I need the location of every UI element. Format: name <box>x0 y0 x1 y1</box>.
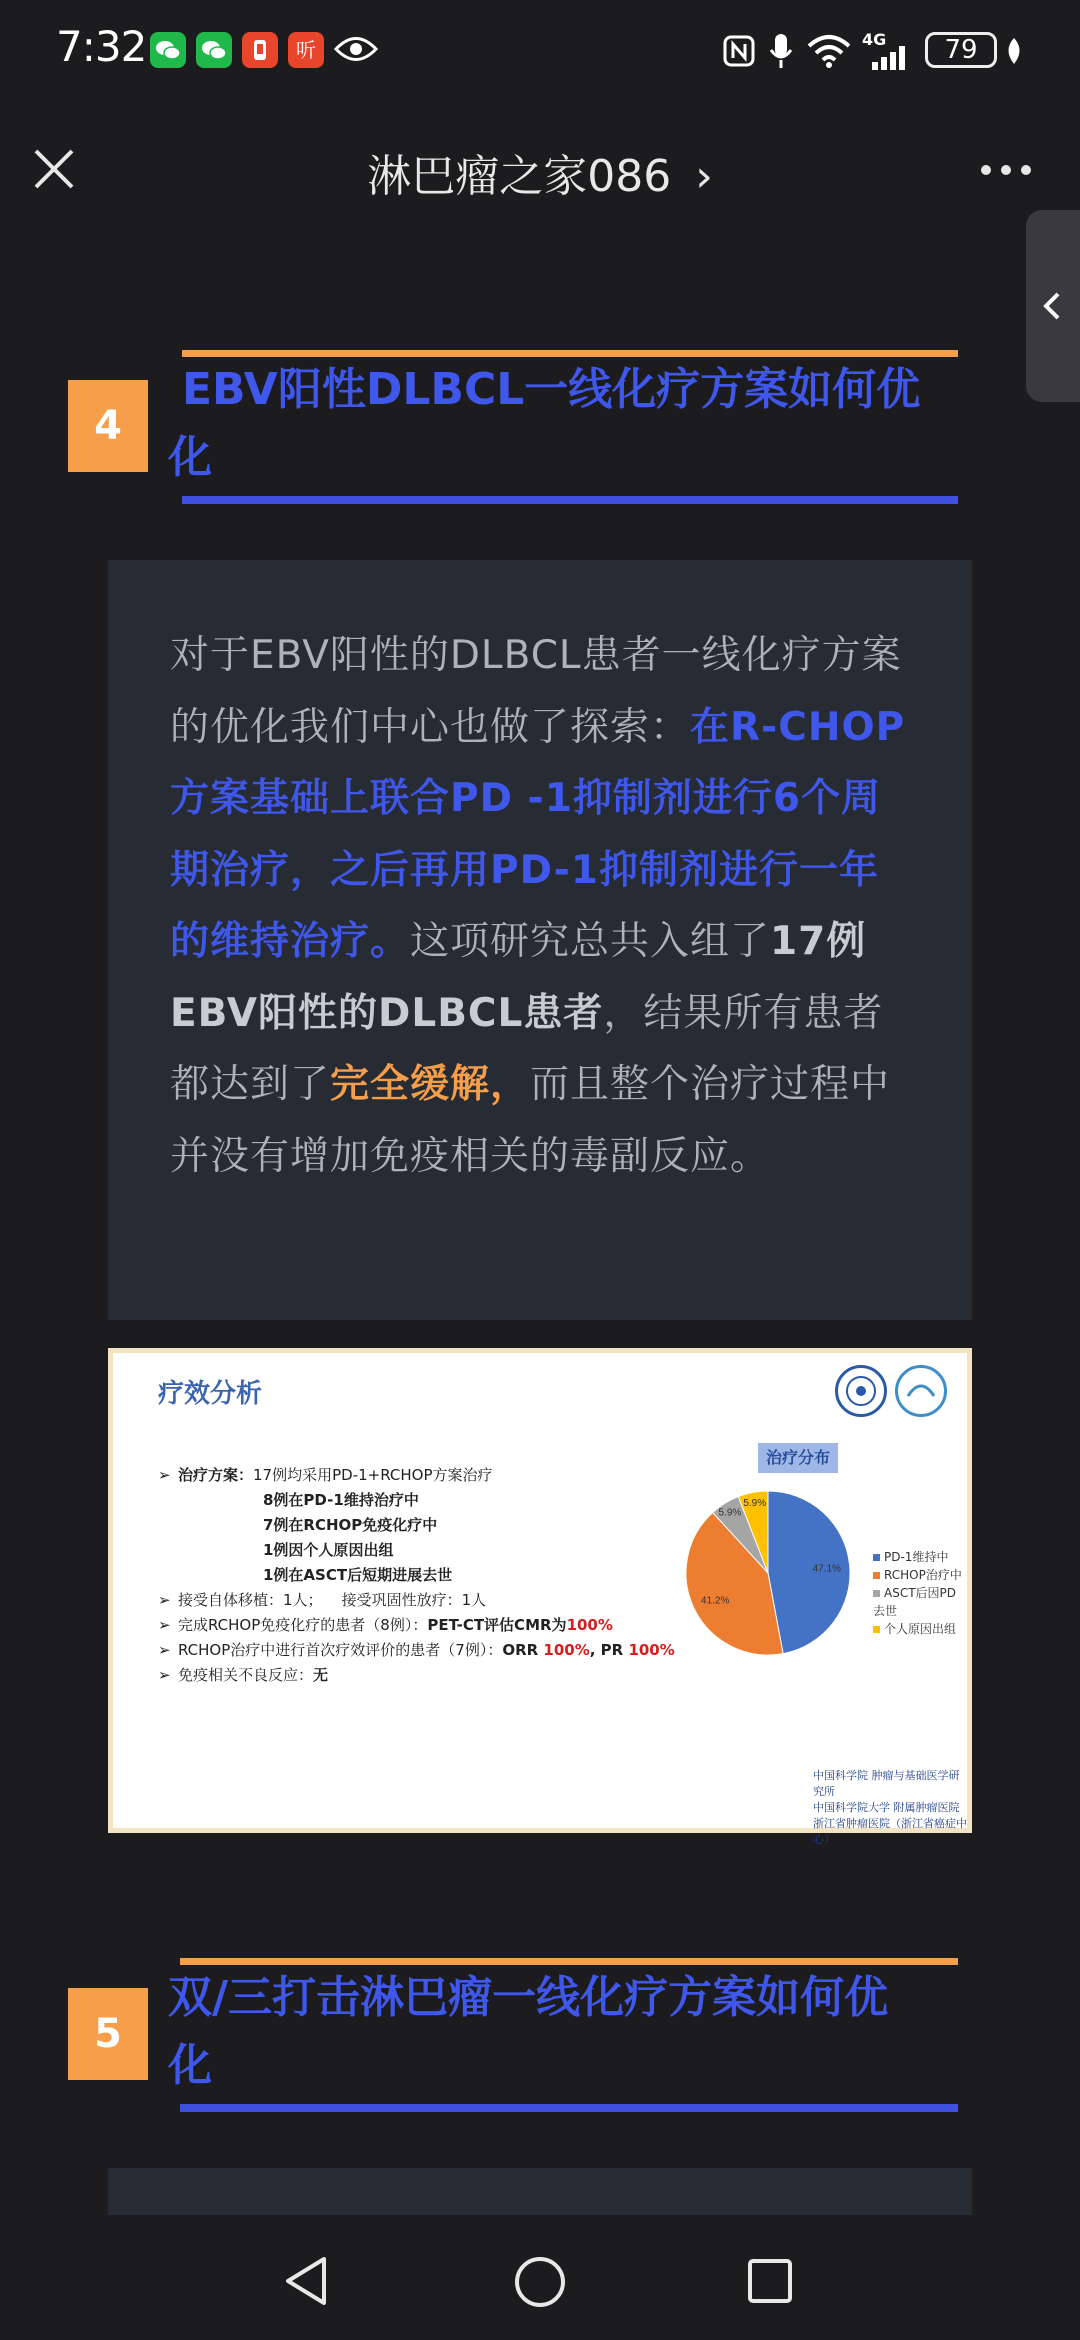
slide-bullet-list <box>158 1463 675 1688</box>
slide-text-bold: ORR <box>502 1641 544 1659</box>
slide-transplant-text: 接受自体移植：1人； 接受巩固性放疗：1人 <box>178 1591 487 1609</box>
slide-sub-item: 1例因个人原因出组 <box>263 1541 394 1559</box>
chart-title: 治疗分布 <box>758 1443 838 1473</box>
slide-text: RCHOP治疗中进行首次疗效评价的患者（7例）： <box>178 1641 503 1659</box>
account-title[interactable] <box>0 140 1080 204</box>
more-icon <box>978 150 1034 190</box>
slide-text: 免疫相关不良反应： <box>178 1666 314 1684</box>
legend-swatch <box>873 1572 880 1579</box>
quote-text-highlight-orange: 完全缓解， <box>330 1062 531 1107</box>
leaf-icon <box>1003 36 1025 70</box>
eye-icon <box>334 34 378 68</box>
side-collapse-handle[interactable] <box>1026 210 1080 402</box>
slide-bullet: ➢ 免疫相关不良反应：无 <box>158 1666 329 1684</box>
section-number-badge: 5 <box>68 1988 148 2080</box>
slide-bullet: ➢ 治疗方案：17例均采用PD-1+RCHOP方案治疗 <box>158 1466 493 1484</box>
slide-bullet: ➢ 完成RCHOP免疫化疗的患者（8例）：PET-CT评估CMR为100% <box>158 1616 613 1634</box>
account-name: 淋巴瘤之家086 <box>367 151 672 202</box>
slide-bullet: ➢ 接受自体移植：1人； 接受巩固性放疗：1人 <box>158 1591 487 1609</box>
slide-footer-line: 中国科学院大学 附属肿瘤医院 <box>813 1801 960 1814</box>
more-button[interactable] <box>978 150 1034 190</box>
microphone-icon <box>768 32 794 74</box>
chevron-left-icon <box>1026 210 1080 402</box>
legend-swatch <box>873 1590 880 1597</box>
quote-text <box>170 620 915 1192</box>
institute-logo <box>835 1365 887 1417</box>
section-heading: 双/三打击淋巴瘤一线化疗方案如何优化 <box>168 1972 889 2091</box>
slide-bullet: ➢ RCHOP治疗中进行首次疗效评价的患者（7例）：ORR 100%, PR 100% <box>158 1641 675 1659</box>
legend-label: ASCT后因PD去世 <box>873 1586 957 1618</box>
back-triangle-icon <box>282 2255 332 2307</box>
signal-icon <box>862 46 912 74</box>
home-button[interactable] <box>513 2255 567 2313</box>
quote-text-bold: 17例EBV阳性的DLBCL患者 <box>170 919 867 1036</box>
slide-text-bold: , PR <box>589 1641 629 1659</box>
slide-text-red: 100% <box>628 1641 675 1659</box>
slide-text-red: 100% <box>566 1616 613 1634</box>
status-time: 7:32 <box>56 22 147 71</box>
legend-label: 个人原因出组 <box>884 1622 957 1636</box>
slide-sub-item: 7例在RCHOP免疫化疗中 <box>263 1516 438 1534</box>
slide-text-bold: PET-CT评估CMR为 <box>427 1616 567 1634</box>
pie-data-label: 41.2% <box>700 1595 730 1607</box>
heading-bottom-rule <box>182 496 958 504</box>
slide-text-bold: 无 <box>313 1666 329 1684</box>
heading-bottom-rule <box>180 2104 958 2112</box>
ting-icon: 听 <box>288 32 324 68</box>
hospital-logo <box>895 1365 947 1417</box>
nfc-icon <box>722 34 756 72</box>
slide-footer-institution <box>813 1768 967 1848</box>
app-icon <box>242 32 278 68</box>
quote-text-plain: 对于EBV阳性的DLBCL患者一线化疗方案的优化我们中心也做了探索： <box>170 633 902 750</box>
legend-item <box>873 1584 967 1620</box>
wifi-icon <box>806 34 852 72</box>
recents-button[interactable] <box>746 2257 794 2309</box>
recents-square-icon <box>746 2257 794 2305</box>
legend-label: PD-1维持中 <box>884 1550 949 1564</box>
pie-data-label: 5.9% <box>743 1498 767 1510</box>
slide-text-red: 100% <box>543 1641 590 1659</box>
legend-label: RCHOP治疗中 <box>884 1568 962 1582</box>
slide-title: 疗效分析 <box>158 1379 263 1409</box>
section-number-badge: 4 <box>68 380 148 472</box>
status-bar <box>0 0 1080 100</box>
quote-text-highlight-blue: 在R-CHOP方案基础上联合PD -1抑制剂进行6个周期治疗，之后再用PD-1抑制剂进行一年的维持治疗。 <box>170 704 906 964</box>
section-heading: EBV阳性DLBCL一线化疗方案如何优化 <box>168 364 921 483</box>
slide-plan-label: 治疗方案： <box>178 1466 254 1484</box>
legend-item <box>873 1566 967 1584</box>
legend-item <box>873 1620 967 1638</box>
legend-swatch <box>873 1626 880 1633</box>
chevron-right-icon: › <box>695 151 713 202</box>
wechat-icon <box>196 32 232 68</box>
system-nav-bar <box>0 2215 1080 2340</box>
chart-legend <box>873 1548 967 1638</box>
home-circle-icon <box>513 2255 567 2309</box>
slide-sub-item: 8例在PD-1维持治疗中 <box>263 1491 419 1509</box>
battery-indicator: 79 <box>925 32 997 68</box>
slide-image[interactable] <box>108 1348 972 1846</box>
network-type: 4G <box>862 30 887 49</box>
slide-plan-text: 17例均采用PD-1+RCHOP方案治疗 <box>253 1466 493 1484</box>
slide-footer-line: 浙江省肿瘤医院（浙江省癌症中心） <box>813 1817 967 1846</box>
legend-item <box>873 1548 967 1566</box>
slide-text: 完成RCHOP免疫化疗的患者（8例）： <box>178 1616 428 1634</box>
quote-text-plain: 这项研究总共入组了 <box>410 919 771 964</box>
pie-data-label: 5.9% <box>718 1507 742 1519</box>
wechat-icon <box>150 32 186 68</box>
back-button[interactable] <box>282 2255 332 2311</box>
pie-data-label: 47.1% <box>812 1563 841 1575</box>
quote-text-plain: ，结果所有患者都达到了 <box>170 990 884 1107</box>
legend-swatch <box>873 1554 880 1561</box>
pie-chart <box>673 1478 863 1668</box>
slide-footer-line: 中国科学院 肿瘤与基础医学研究所 <box>813 1769 960 1798</box>
slide-sub-item: 1例在ASCT后短期进展去世 <box>263 1566 453 1584</box>
quote-text-plain: 而且整个治疗过程中并没有增加免疫相关的毒副反应。 <box>170 1062 891 1179</box>
